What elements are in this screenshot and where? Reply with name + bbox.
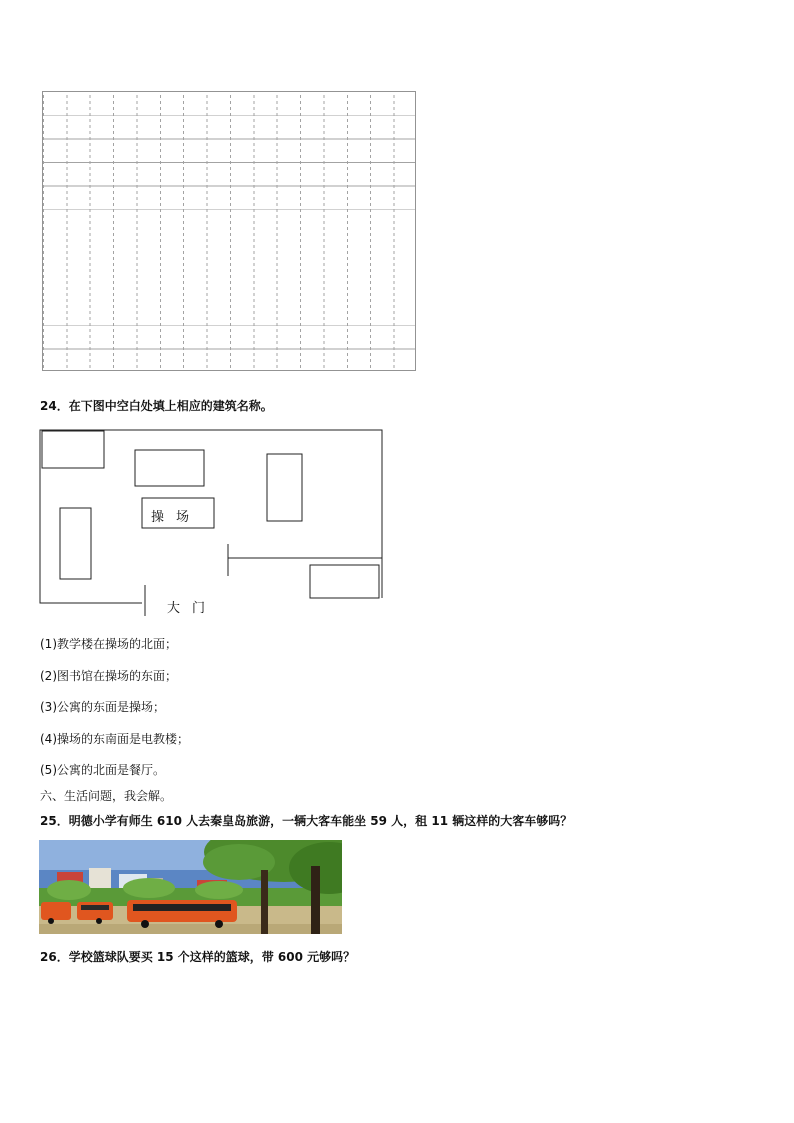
section-6-title: 六、生活问题，我会解。	[40, 789, 173, 803]
q24-item-2: (2)图书馆在操场的东面；	[40, 669, 177, 683]
blank-box-west	[60, 508, 91, 579]
campus-map	[38, 428, 384, 618]
bus-scene-image	[39, 840, 342, 934]
q24-item-3: (3)公寓的东面是操场；	[40, 700, 165, 714]
blank-box-east	[267, 454, 302, 521]
question-26-title: 26．学校篮球队要买 15 个这样的篮球，带 600 元够吗？	[40, 950, 356, 964]
gate-label: 大门	[167, 601, 218, 616]
question-24-title: 24．在下图中空白处填上相应的建筑名称。	[40, 399, 273, 413]
answer-grid	[42, 91, 416, 371]
q24-item-1: (1)教学楼在操场的北面；	[40, 637, 177, 651]
playground-label: 操场	[151, 510, 202, 525]
q24-item-4: (4)操场的东南面是电教楼；	[40, 732, 189, 746]
q24-item-5: (5)公寓的北面是餐厅。	[40, 763, 165, 777]
blank-box-southeast	[310, 565, 379, 598]
blank-box-north	[135, 450, 204, 486]
question-25-title: 25．明德小学有师生 610 人去秦皇岛旅游，一辆大客车能坐 59 人，租 11 辆这样的大客车够吗？	[40, 814, 573, 828]
blank-box-northwest	[42, 431, 104, 468]
